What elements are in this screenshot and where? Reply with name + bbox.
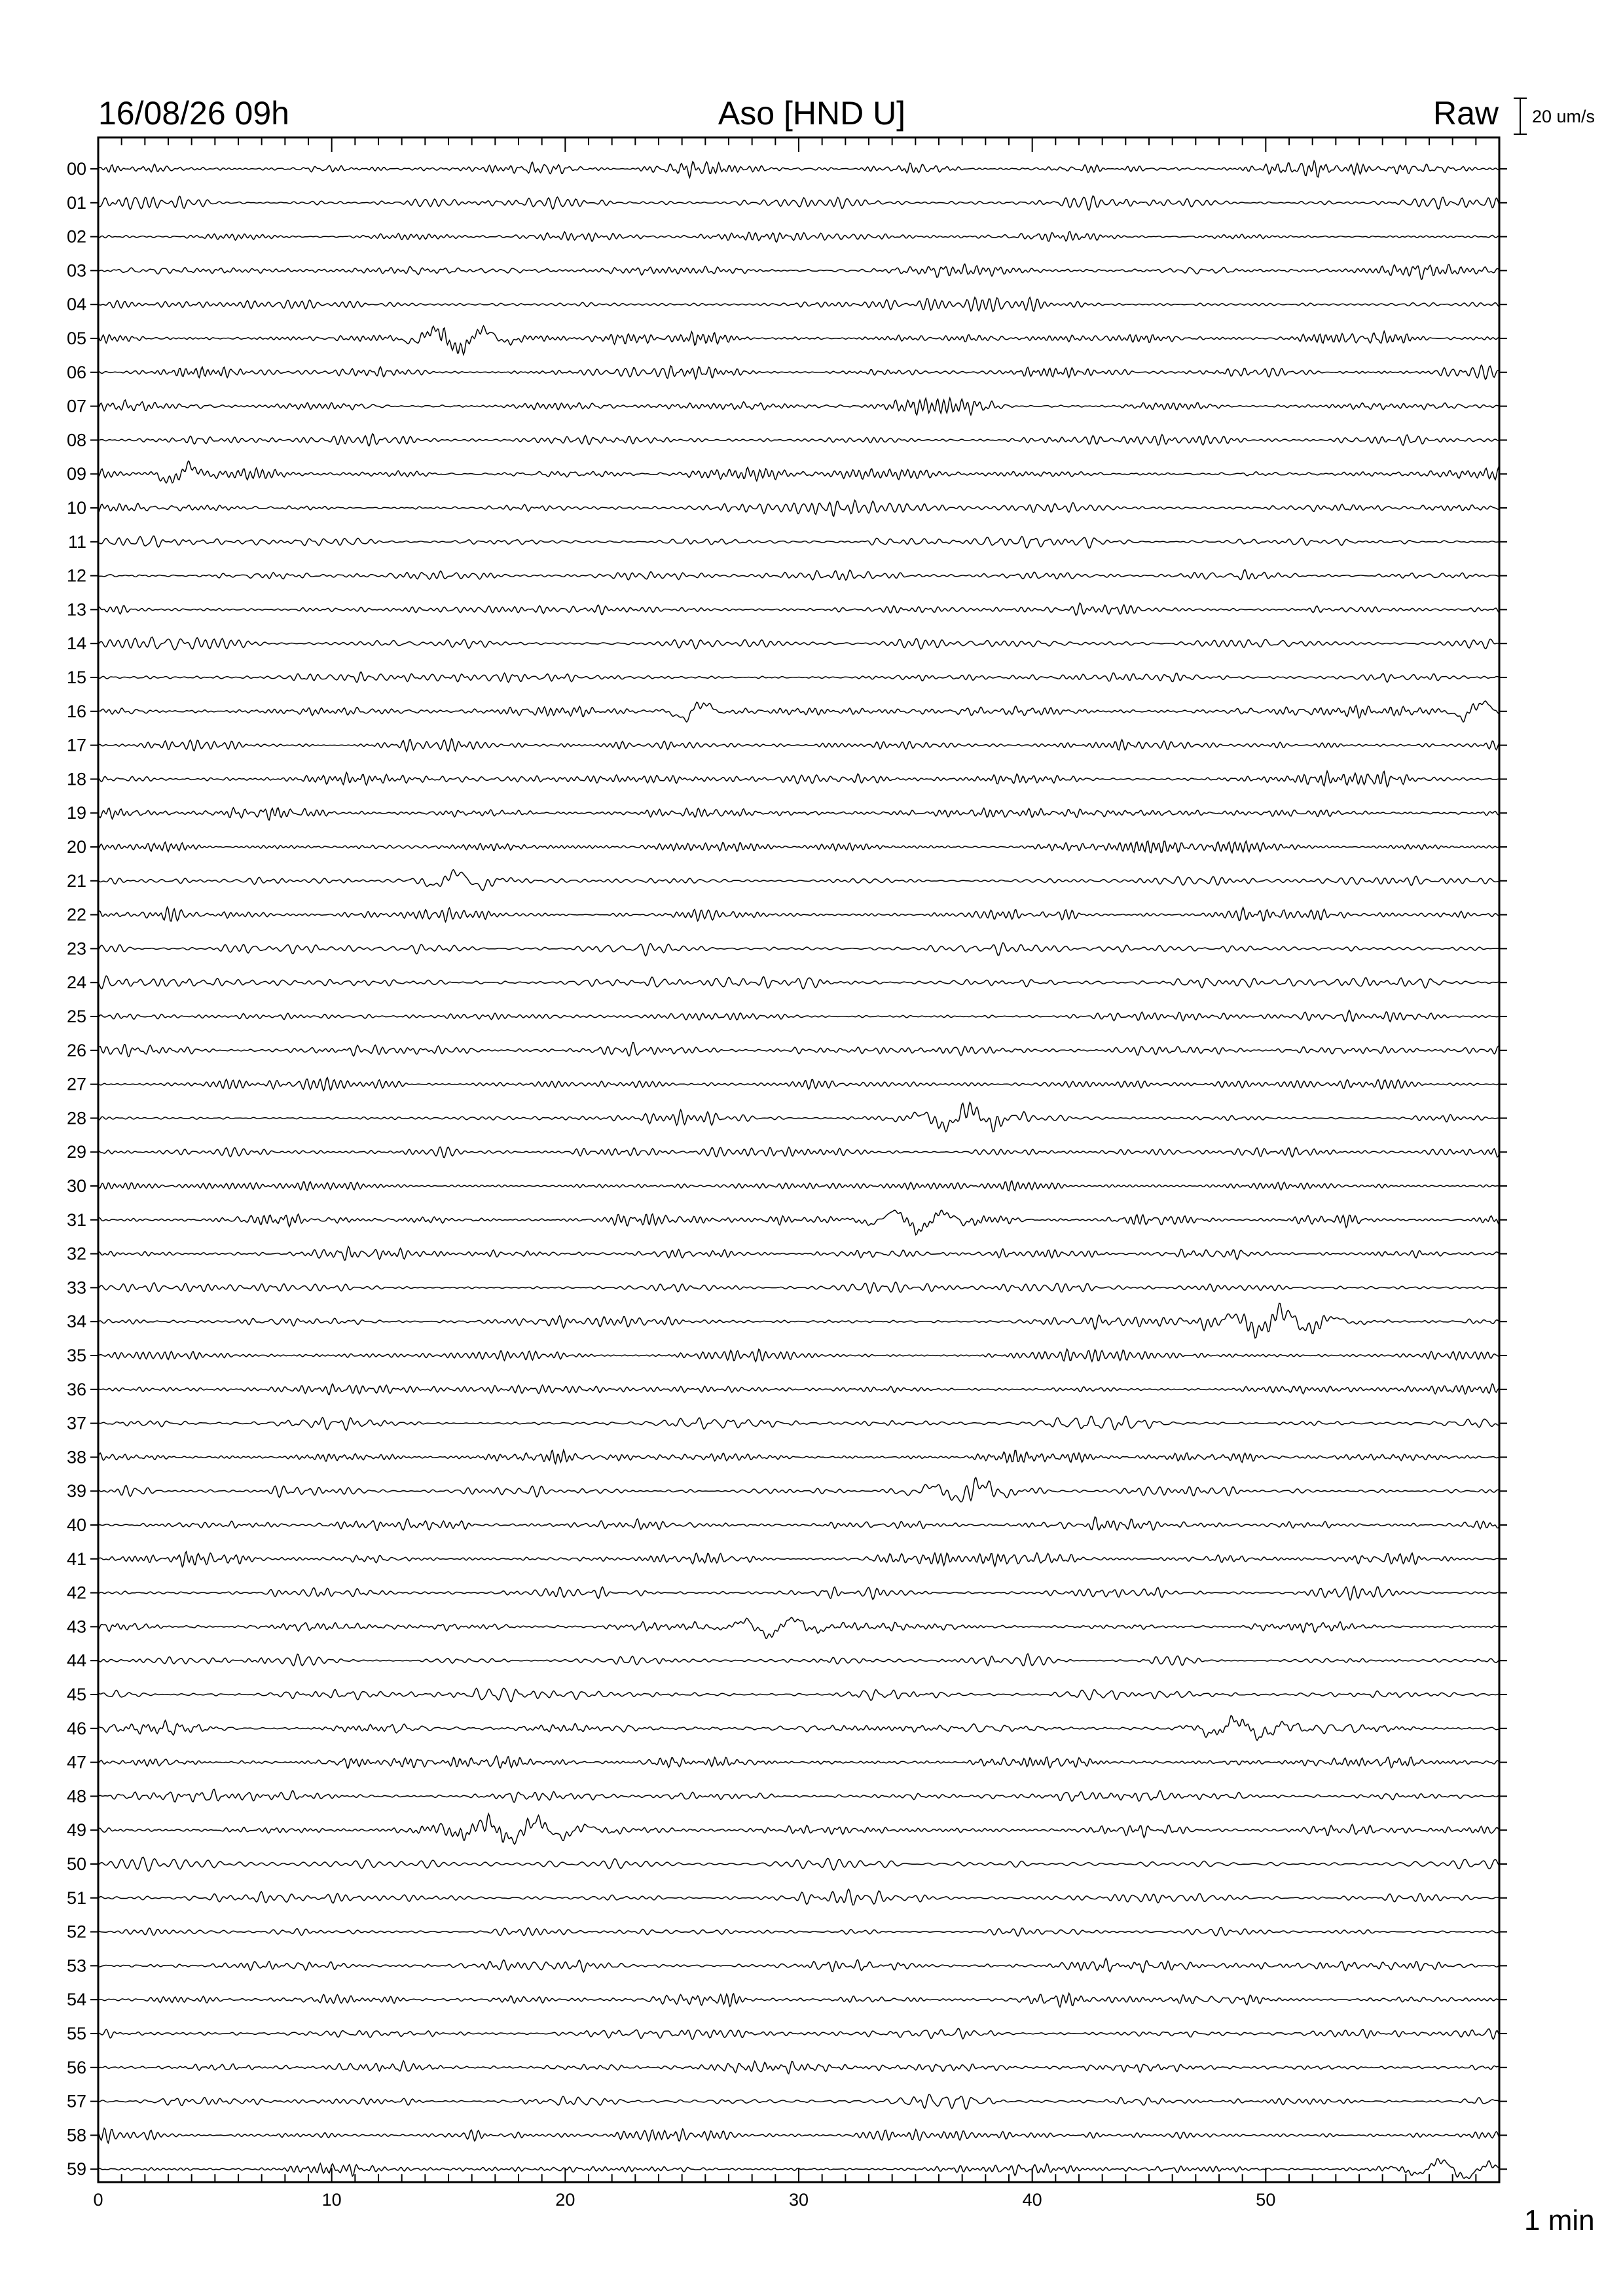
- trace-54: [98, 1993, 1499, 2007]
- trace-02: [98, 232, 1499, 242]
- trace-04: [98, 297, 1499, 312]
- row-label-32: 32: [66, 1244, 86, 1264]
- x-tick-label: 50: [1256, 2190, 1276, 2210]
- row-label-20: 20: [66, 837, 86, 857]
- row-label-17: 17: [66, 735, 86, 755]
- trace-40: [98, 1517, 1499, 1531]
- trace-11: [98, 536, 1499, 548]
- row-label-16: 16: [66, 701, 86, 721]
- row-label-50: 50: [66, 1854, 86, 1874]
- row-label-46: 46: [66, 1718, 86, 1738]
- amplitude-scale-bar: [1514, 98, 1527, 134]
- trace-30: [98, 1181, 1499, 1191]
- trace-42: [98, 1587, 1499, 1600]
- row-label-34: 34: [66, 1312, 86, 1332]
- trace-58: [98, 2128, 1499, 2144]
- trace-09: [98, 461, 1499, 483]
- row-label-28: 28: [66, 1108, 86, 1128]
- row-label-37: 37: [66, 1413, 86, 1433]
- trace-12: [98, 569, 1499, 580]
- row-label-27: 27: [66, 1074, 86, 1094]
- trace-10: [98, 500, 1499, 516]
- mode-label: Raw: [1432, 95, 1499, 132]
- trace-33: [98, 1282, 1499, 1294]
- row-label-54: 54: [66, 1990, 86, 2010]
- trace-19: [98, 808, 1499, 820]
- row-label-58: 58: [66, 2125, 86, 2145]
- row-label-14: 14: [66, 634, 86, 654]
- row-label-23: 23: [66, 939, 86, 959]
- row-label-06: 06: [66, 362, 86, 382]
- trace-39: [98, 1478, 1499, 1502]
- row-label-44: 44: [66, 1651, 86, 1671]
- trace-53: [98, 1958, 1499, 1973]
- row-label-01: 01: [66, 192, 86, 213]
- row-label-55: 55: [66, 2024, 86, 2043]
- trace-21: [98, 870, 1499, 891]
- row-label-02: 02: [66, 226, 86, 247]
- row-label-31: 31: [66, 1210, 86, 1230]
- row-label-10: 10: [66, 498, 86, 518]
- plot-frame: [98, 137, 1499, 2182]
- row-label-38: 38: [66, 1447, 86, 1467]
- row-label-40: 40: [66, 1515, 86, 1535]
- trace-46: [98, 1715, 1499, 1740]
- row-label-19: 19: [66, 803, 86, 823]
- trace-34: [98, 1303, 1499, 1338]
- trace-28: [98, 1102, 1499, 1132]
- row-label-59: 59: [66, 2159, 86, 2179]
- row-label-48: 48: [66, 1786, 86, 1806]
- trace-41: [98, 1552, 1499, 1567]
- row-label-45: 45: [66, 1685, 86, 1704]
- row-label-53: 53: [66, 1956, 86, 1976]
- row-label-04: 04: [66, 295, 86, 315]
- row-label-00: 00: [66, 159, 86, 179]
- x-tick-label: 30: [788, 2190, 809, 2210]
- row-label-11: 11: [67, 531, 86, 552]
- row-label-29: 29: [66, 1142, 86, 1162]
- x-tick-label: 20: [555, 2190, 575, 2210]
- trace-24: [98, 976, 1499, 989]
- row-label-36: 36: [66, 1379, 86, 1399]
- row-label-42: 42: [66, 1583, 86, 1603]
- trace-22: [98, 907, 1499, 922]
- trace-07: [98, 398, 1499, 415]
- trace-14: [98, 637, 1499, 649]
- trace-18: [98, 771, 1499, 787]
- row-label-05: 05: [66, 329, 86, 348]
- x-tick-labels: [93, 2190, 1275, 2210]
- trace-31: [98, 1210, 1499, 1235]
- row-label-49: 49: [66, 1820, 86, 1840]
- trace-44: [98, 1654, 1499, 1666]
- trace-29: [98, 1147, 1499, 1157]
- trace-13: [98, 603, 1499, 615]
- time-unit-label: 1 min: [1524, 2204, 1595, 2236]
- trace-43: [98, 1617, 1499, 1638]
- row-label-21: 21: [66, 870, 86, 891]
- row-label-15: 15: [66, 668, 86, 687]
- trace-45: [98, 1688, 1499, 1702]
- row-label-24: 24: [66, 973, 86, 993]
- row-label-25: 25: [66, 1007, 86, 1026]
- station-title: Aso [HND U]: [718, 95, 906, 132]
- trace-49: [98, 1814, 1499, 1844]
- trace-03: [98, 264, 1499, 279]
- row-label-52: 52: [66, 1922, 86, 1942]
- trace-48: [98, 1789, 1499, 1803]
- trace-01: [98, 196, 1499, 210]
- trace-37: [98, 1416, 1499, 1431]
- trace-47: [98, 1756, 1499, 1768]
- trace-20: [98, 841, 1499, 853]
- trace-51: [98, 1889, 1499, 1905]
- traces: [98, 161, 1499, 2179]
- trace-23: [98, 942, 1499, 956]
- row-label-41: 41: [66, 1549, 86, 1569]
- row-label-12: 12: [66, 565, 86, 586]
- trace-15: [98, 672, 1499, 683]
- trace-38: [98, 1450, 1499, 1464]
- trace-05: [98, 326, 1499, 355]
- row-label-26: 26: [66, 1040, 86, 1060]
- trace-50: [98, 1857, 1499, 1871]
- date-label: 16/08/26 09h: [98, 95, 289, 132]
- trace-25: [98, 1010, 1499, 1022]
- row-label-39: 39: [66, 1481, 86, 1501]
- row-label-07: 07: [66, 396, 86, 416]
- trace-36: [98, 1384, 1499, 1394]
- trace-08: [98, 434, 1499, 446]
- row-label-08: 08: [66, 430, 86, 450]
- row-label-18: 18: [66, 769, 86, 789]
- trace-32: [98, 1247, 1499, 1261]
- row-label-35: 35: [66, 1346, 86, 1365]
- trace-27: [98, 1077, 1499, 1090]
- trace-55: [98, 2028, 1499, 2039]
- row-label-13: 13: [66, 600, 86, 620]
- row-labels: [67, 159, 86, 2179]
- amplitude-scale-label: 20 um/s: [1532, 107, 1596, 126]
- trace-57: [98, 2094, 1499, 2109]
- trace-16: [98, 701, 1499, 722]
- trace-56: [98, 2061, 1499, 2074]
- trace-52: [98, 1928, 1499, 1937]
- row-label-09: 09: [66, 464, 86, 484]
- x-tick-label: 40: [1022, 2190, 1042, 2210]
- trace-35: [98, 1349, 1499, 1361]
- trace-26: [98, 1043, 1499, 1057]
- trace-00: [98, 161, 1499, 177]
- x-tick-label: 0: [93, 2190, 103, 2210]
- row-label-57: 57: [66, 2091, 86, 2111]
- x-tick-label: 10: [321, 2190, 342, 2210]
- row-label-33: 33: [66, 1278, 86, 1298]
- trace-06: [98, 365, 1499, 380]
- trace-17: [98, 739, 1499, 751]
- row-label-51: 51: [66, 1888, 86, 1908]
- row-label-43: 43: [66, 1617, 86, 1637]
- tick-marks: [90, 137, 1507, 2182]
- row-label-47: 47: [66, 1752, 86, 1772]
- row-label-56: 56: [66, 2057, 86, 2077]
- row-label-22: 22: [66, 905, 86, 925]
- row-label-03: 03: [66, 260, 86, 281]
- row-label-30: 30: [66, 1176, 86, 1196]
